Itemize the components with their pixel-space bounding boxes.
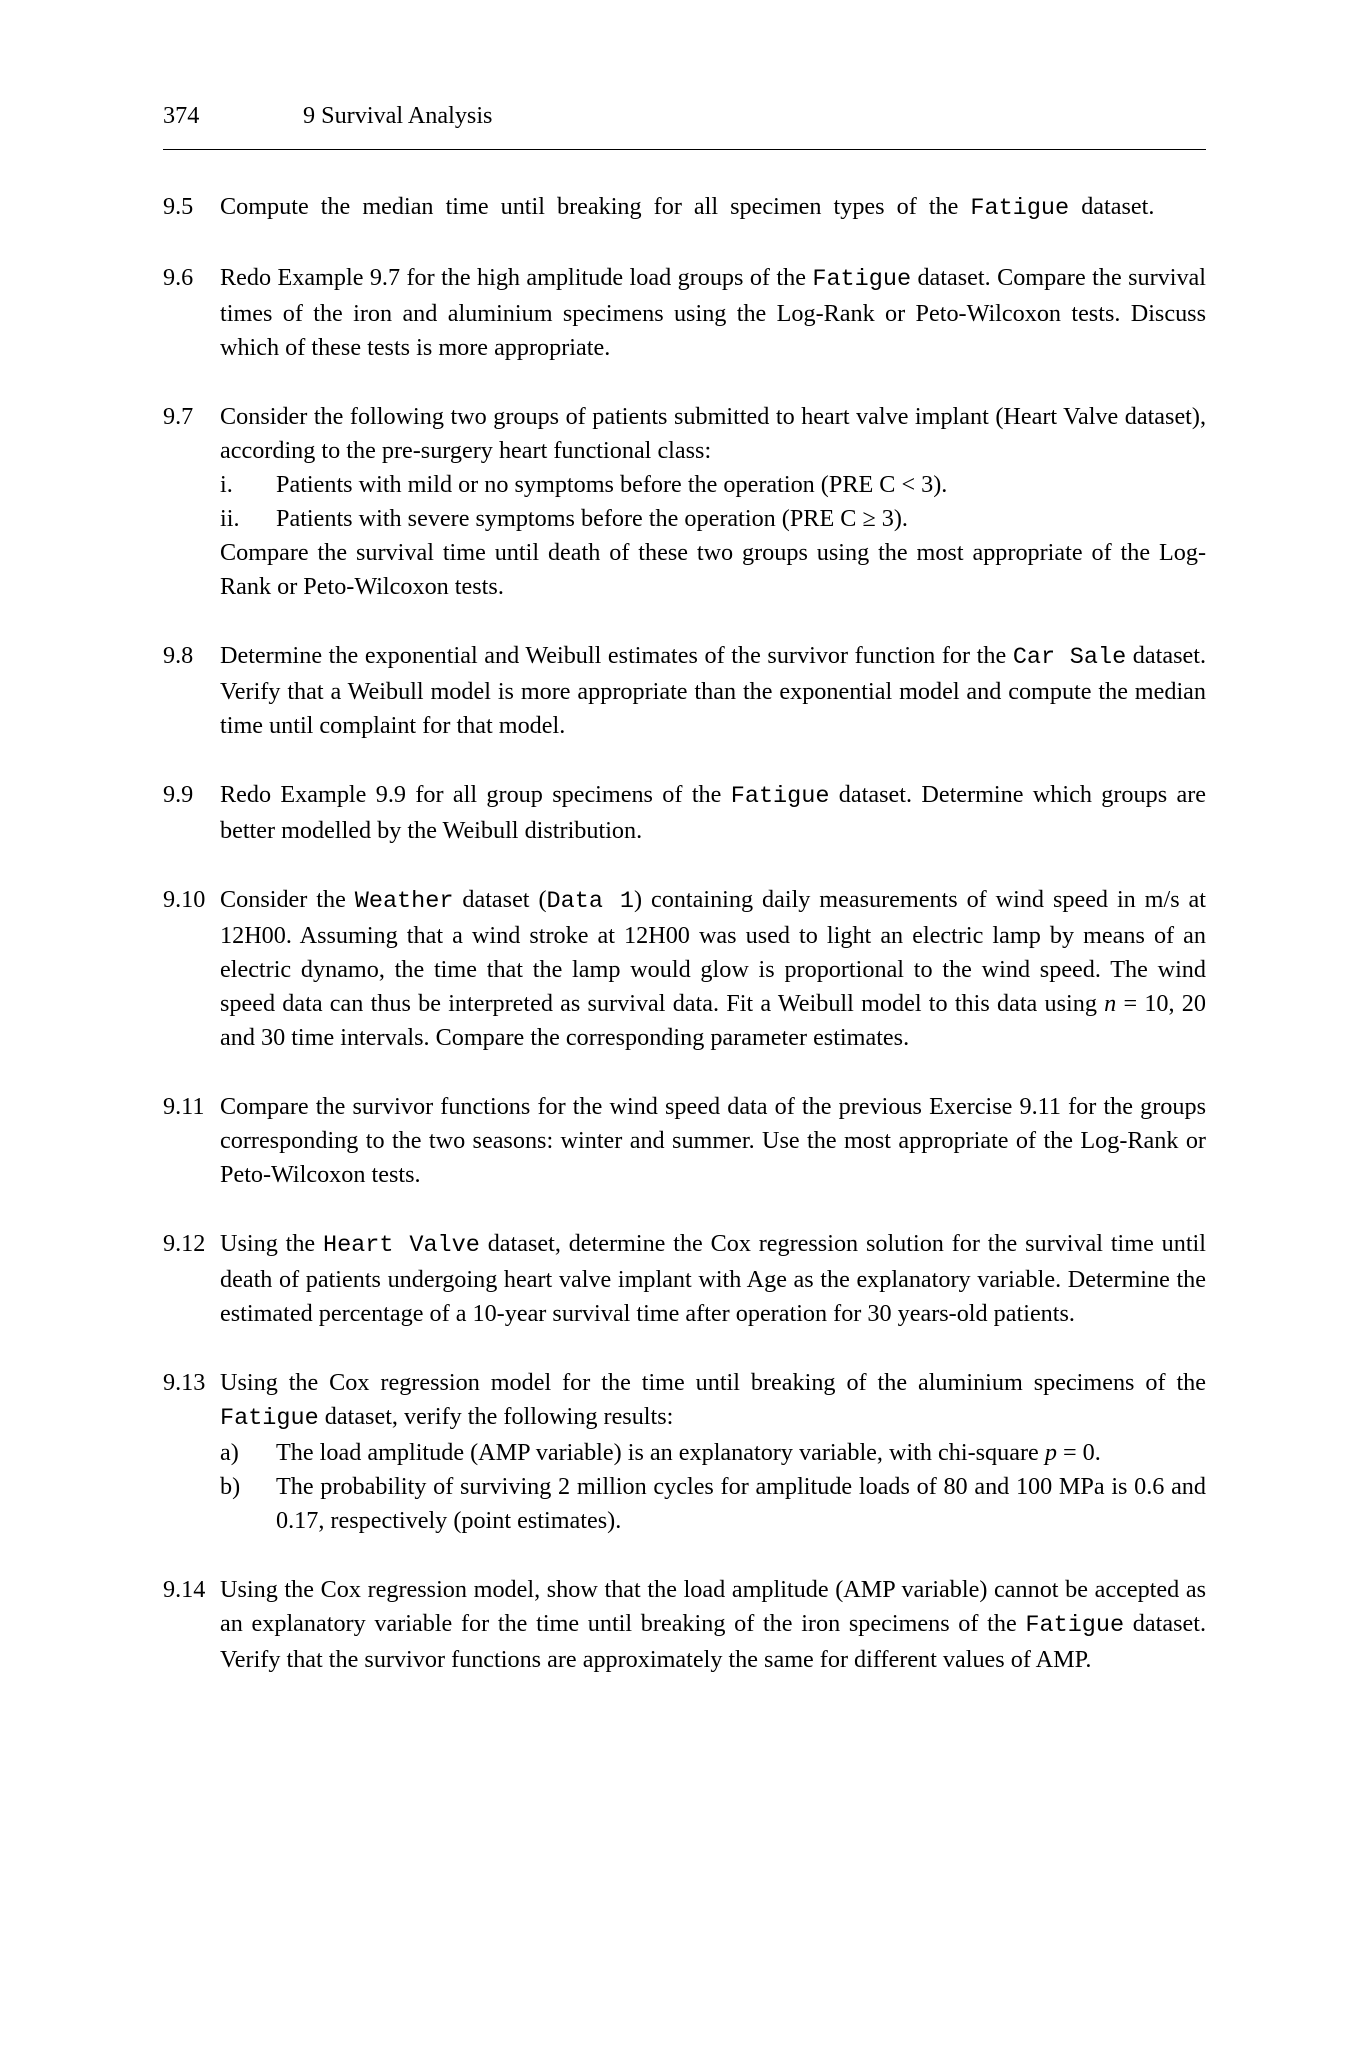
dataset-name: Fatigue: [730, 783, 830, 810]
dataset-name: Fatigue: [220, 1405, 319, 1432]
list-marker: a): [220, 1439, 239, 1466]
exercise-number: 9.14: [163, 1576, 206, 1603]
exercise-9-6: [163, 261, 1206, 365]
list-item-text: Patients with mild or no symptoms before the operation (PRE C < 3).: [276, 471, 948, 498]
exercise-9-10: [163, 883, 1206, 1055]
exercise-number: 9.7: [163, 403, 194, 430]
list-item-text: The probability of surviving 2 million cycles for amplitude loads of 80 and 100 MPa is 0.6 and 0.17, respectively (point estimates).: [276, 1473, 1206, 1534]
exercise-9-8: [163, 639, 1206, 743]
exercise-text: Using the Cox regression model, show that the load amplitude (AMP variable) cannot be accepted as an explanatory variable for the time until breaking of the iron specimens of the Fatigue dataset. Verify that the survivor functions are approximately the same for different values of AMP.: [220, 1576, 1207, 1673]
page-header: [163, 99, 1206, 133]
exercise-intro: Consider the following two groups of patients submitted to heart valve implant (Heart Valve dataset), according to the pre-surgery heart functional class:: [220, 403, 1206, 464]
exercise-text: Determine the exponential and Weibull estimates of the survivor function for the Car Sale dataset. Verify that a Weibull model is more appropriate than the exponential model and compute the median time until complaint for that model.: [220, 642, 1206, 739]
dataset-name: Weather: [354, 888, 454, 915]
list-item: [220, 1436, 1206, 1470]
exercise-outro: Compare the survival time until death of these two groups using the most appropriate of the Log-Rank or Peto-Wilcoxon tests.: [220, 539, 1206, 600]
list-marker: ii.: [220, 505, 240, 532]
list-marker: i.: [220, 471, 233, 498]
exercise-number: 9.12: [163, 1230, 206, 1257]
exercise-text: Compute the median time until breaking for all specimen types of the Fatigue dataset.: [220, 193, 1155, 222]
exercise-text: Redo Example 9.7 for the high amplitude load groups of the Fatigue dataset. Compare the survival times of the iron and aluminium specimens using the Log-Rank or Peto-Wilcoxon tests. Discuss which of these tests is more appropriate.: [220, 264, 1207, 361]
list-item: [220, 468, 1206, 502]
exercise-text: Redo Example 9.9 for all group specimens of the Fatigue dataset. Determine which groups are better modelled by the Weibull distribution.: [220, 781, 1206, 844]
exercise-9-11: [163, 1090, 1206, 1192]
exercise-number: 9.8: [163, 642, 194, 669]
math-variable: n: [1104, 990, 1117, 1017]
dataset-name: Fatigue: [1025, 1612, 1125, 1639]
exercise-text: Compare the survivor functions for the wind speed data of the previous Exercise 9.11 for the groups corresponding to the two seasons: winter and summer. Use the most appropriate of the Log-Rank or Peto-Wilcoxon tests.: [220, 1093, 1206, 1188]
exercise-number: 9.5: [163, 193, 194, 220]
dataset-name: Heart Valve: [322, 1232, 480, 1259]
chapter-title: 9 Survival Analysis: [303, 102, 493, 129]
exercise-9-13: [163, 1366, 1206, 1538]
exercise-9-5: [163, 190, 1206, 226]
exercise-intro: Using the Cox regression model for the time until breaking of the aluminium specimens of the Fatigue dataset, verify the following results:: [220, 1369, 1206, 1432]
dataset-name: Fatigue: [812, 266, 912, 293]
list-item: [220, 1470, 1206, 1538]
list-marker: b): [220, 1473, 241, 1500]
exercise-9-9: [163, 778, 1206, 848]
exercise-text: Consider the Weather dataset (Data 1) containing daily measurements of wind speed in m/s at 12H00. Assuming that a wind stroke at 12H00 was used to light an electric lamp by means of an electric dynamo, the time that the lamp would glow is proportional to the wind speed. The wind speed data can thus be interpreted as survival data. Fit a Weibull model to this data using n = 10, 20 and 30 time intervals. Compare the corresponding parameter estimates.: [220, 886, 1206, 1051]
header-rule: [163, 149, 1206, 150]
dataset-sheet: Data 1: [546, 888, 635, 915]
exercise-number: 9.11: [163, 1093, 205, 1120]
exercise-number: 9.9: [163, 781, 194, 808]
dataset-name: Fatigue: [970, 195, 1070, 222]
dataset-name: Car Sale: [1012, 644, 1127, 671]
exercise-9-12: [163, 1227, 1206, 1331]
list-item: [220, 502, 1206, 536]
exercise-list: [163, 190, 1206, 1712]
list-item-text: Patients with severe symptoms before the operation (PRE C ≥ 3).: [276, 505, 908, 532]
exercise-number: 9.10: [163, 886, 206, 913]
exercise-text: Using the Heart Valve dataset, determine the Cox regression solution for the survival time until death of patients undergoing heart valve implant with Age as the explanatory variable. Determine the estimated percentage of a 10-year survival time after operation for 30 years-old patients.: [220, 1230, 1206, 1327]
exercise-number: 9.13: [163, 1369, 206, 1396]
math-variable: p: [1044, 1439, 1057, 1466]
exercise-9-7: [163, 400, 1206, 604]
list-item-text: The load amplitude (AMP variable) is an explanatory variable, with chi-square p = 0.: [276, 1439, 1101, 1466]
exercise-number: 9.6: [163, 264, 194, 291]
exercise-9-14: [163, 1573, 1206, 1677]
page-number: 374: [163, 102, 200, 129]
